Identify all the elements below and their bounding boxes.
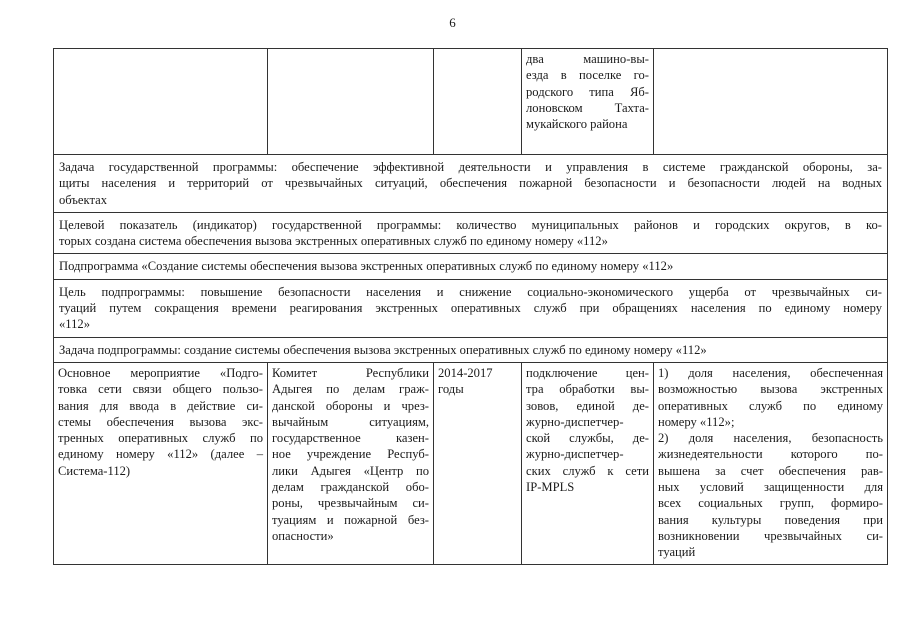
text-line: лики Адыгея «Центр по <box>272 463 429 478</box>
page-number: 6 <box>449 15 456 30</box>
section-row-subprogram-task <box>54 337 888 362</box>
text-line: журно-диспетчер- <box>526 447 624 462</box>
section-row-program-task <box>54 155 888 213</box>
text-line: 1) доля населения, обеспеченная <box>658 365 883 380</box>
text-line: вания культуры поведения при <box>658 512 883 527</box>
text-line: Задача государственной программы: обеспечение эффективной деятельности и управления в системе гражданской обороны, за- <box>59 160 882 174</box>
text-line: Комитет Республики <box>272 365 429 380</box>
text-line: Основное мероприятие «Подго- <box>58 365 263 380</box>
section-row-subprogram <box>54 254 888 279</box>
text-line: туаций путем сокращения времени реагирования экстренных оперативных служб при обращениях населения по единому номеру <box>59 301 882 316</box>
text-line: Целевой показатель (индикатор) государственной программы: количество муниципальных районов и городских округов, в ко- <box>59 217 882 232</box>
text-line: 2014-2017 <box>438 365 493 380</box>
text-line: 2) доля населения, безопасность <box>658 431 883 446</box>
text-line: Подпрограмма «Создание системы обеспечения вызова экстренных оперативных служб по единому номеру «112» <box>59 259 674 274</box>
text-line: вания для ввода в действие си- <box>58 398 263 413</box>
cell-empty-3 <box>434 49 522 155</box>
text-line: единому номеру «112» (далее – <box>58 447 263 462</box>
text-line: вычайным ситуациям, <box>272 414 429 429</box>
text-line: товка сети связи общего пользо- <box>58 382 263 397</box>
text-line: «112» <box>59 317 91 332</box>
text-line: объектах <box>59 192 107 207</box>
program-task-text <box>54 155 888 213</box>
text-line: жизнедеятельности которого по- <box>658 447 883 462</box>
text-line: щиты населения и территорий от чрезвычайных ситуаций, обеспечения пожарной безопасности и безопасности людей на водных <box>59 176 882 191</box>
text-line: родского типа Яб- <box>526 84 649 99</box>
subprogram-task-text <box>54 337 888 362</box>
cell-empty-2 <box>268 49 434 155</box>
text-line: IP-MPLS <box>526 480 575 495</box>
text-line: оперативных служб по единому <box>658 398 883 413</box>
text-line: роны, чрезвычайным си- <box>272 496 429 511</box>
table-row-top <box>54 49 888 155</box>
text-line: торых создана система обеспечения вызова экстренных оперативных служб по единому номеру «112» <box>59 234 608 249</box>
section-row-target-indicator <box>54 212 888 254</box>
text-line: мукайского района <box>526 117 628 132</box>
text-line: езда в поселке го- <box>526 68 649 83</box>
text-line: государственное казен- <box>272 431 429 446</box>
text-line: номеру «112»; <box>658 414 735 429</box>
text-line: стемы обеспечения вызова экс- <box>58 414 263 429</box>
program-table <box>53 48 888 565</box>
text-line: журно-диспетчер- <box>526 414 624 429</box>
text-line: ской службы, де- <box>526 431 649 446</box>
text-line: данской обороны и чрез- <box>272 398 429 413</box>
text-line: всех социальных групп, формиро- <box>658 496 883 511</box>
cell-empty-1 <box>54 49 268 155</box>
cell-result <box>522 362 654 564</box>
text-line: годы <box>438 382 464 397</box>
text-line: подключение цен- <box>526 365 649 380</box>
text-line: туаций <box>658 545 696 560</box>
text-line: ных условий защищенности для <box>658 480 883 495</box>
text-line: лоновском Тахта- <box>526 100 649 115</box>
subprogram-goal-text <box>54 279 888 337</box>
text-line: Задача подпрограммы: создание системы обеспечения вызова экстренных оперативных служб по единому номеру «112» <box>59 342 707 357</box>
section-row-subprogram-goal <box>54 279 888 337</box>
cell-empty-5 <box>654 49 888 155</box>
text-line: туациям и пожарной без- <box>272 512 429 527</box>
text-line: Цель подпрограммы: повышение безопасности населения и снижение социально-экономического ущерба от чрезвычайных си- <box>59 284 882 299</box>
cell-indicators <box>654 362 888 564</box>
text-line: возникновении чрезвычайных си- <box>658 528 883 543</box>
text-line: делам гражданской обо- <box>272 480 429 495</box>
table-row-main-activity <box>54 362 888 564</box>
subprogram-title <box>54 254 888 279</box>
cell-executor <box>268 362 434 564</box>
text-line: два машино-вы- <box>526 52 649 66</box>
text-line: тра обработки вы- <box>526 382 649 397</box>
text-line: опасности» <box>272 528 334 543</box>
text-line: возможностью вызова экстренных <box>658 382 883 397</box>
cell-activity <box>54 362 268 564</box>
text-line: вышена за счет обеспечения рав- <box>658 463 883 478</box>
text-line: Адыгея по делам граж- <box>272 382 429 397</box>
text-line: тренных оперативных служб по <box>58 431 263 446</box>
cell-period <box>434 362 522 564</box>
text-line: ских служб к сети <box>526 463 649 478</box>
text-line: зовов, единой де- <box>526 398 649 413</box>
text-line: Система-112) <box>58 463 131 478</box>
text-line: ное учреждение Респуб- <box>272 447 429 462</box>
target-indicator-text <box>54 212 888 254</box>
cell-result-top <box>522 49 654 155</box>
